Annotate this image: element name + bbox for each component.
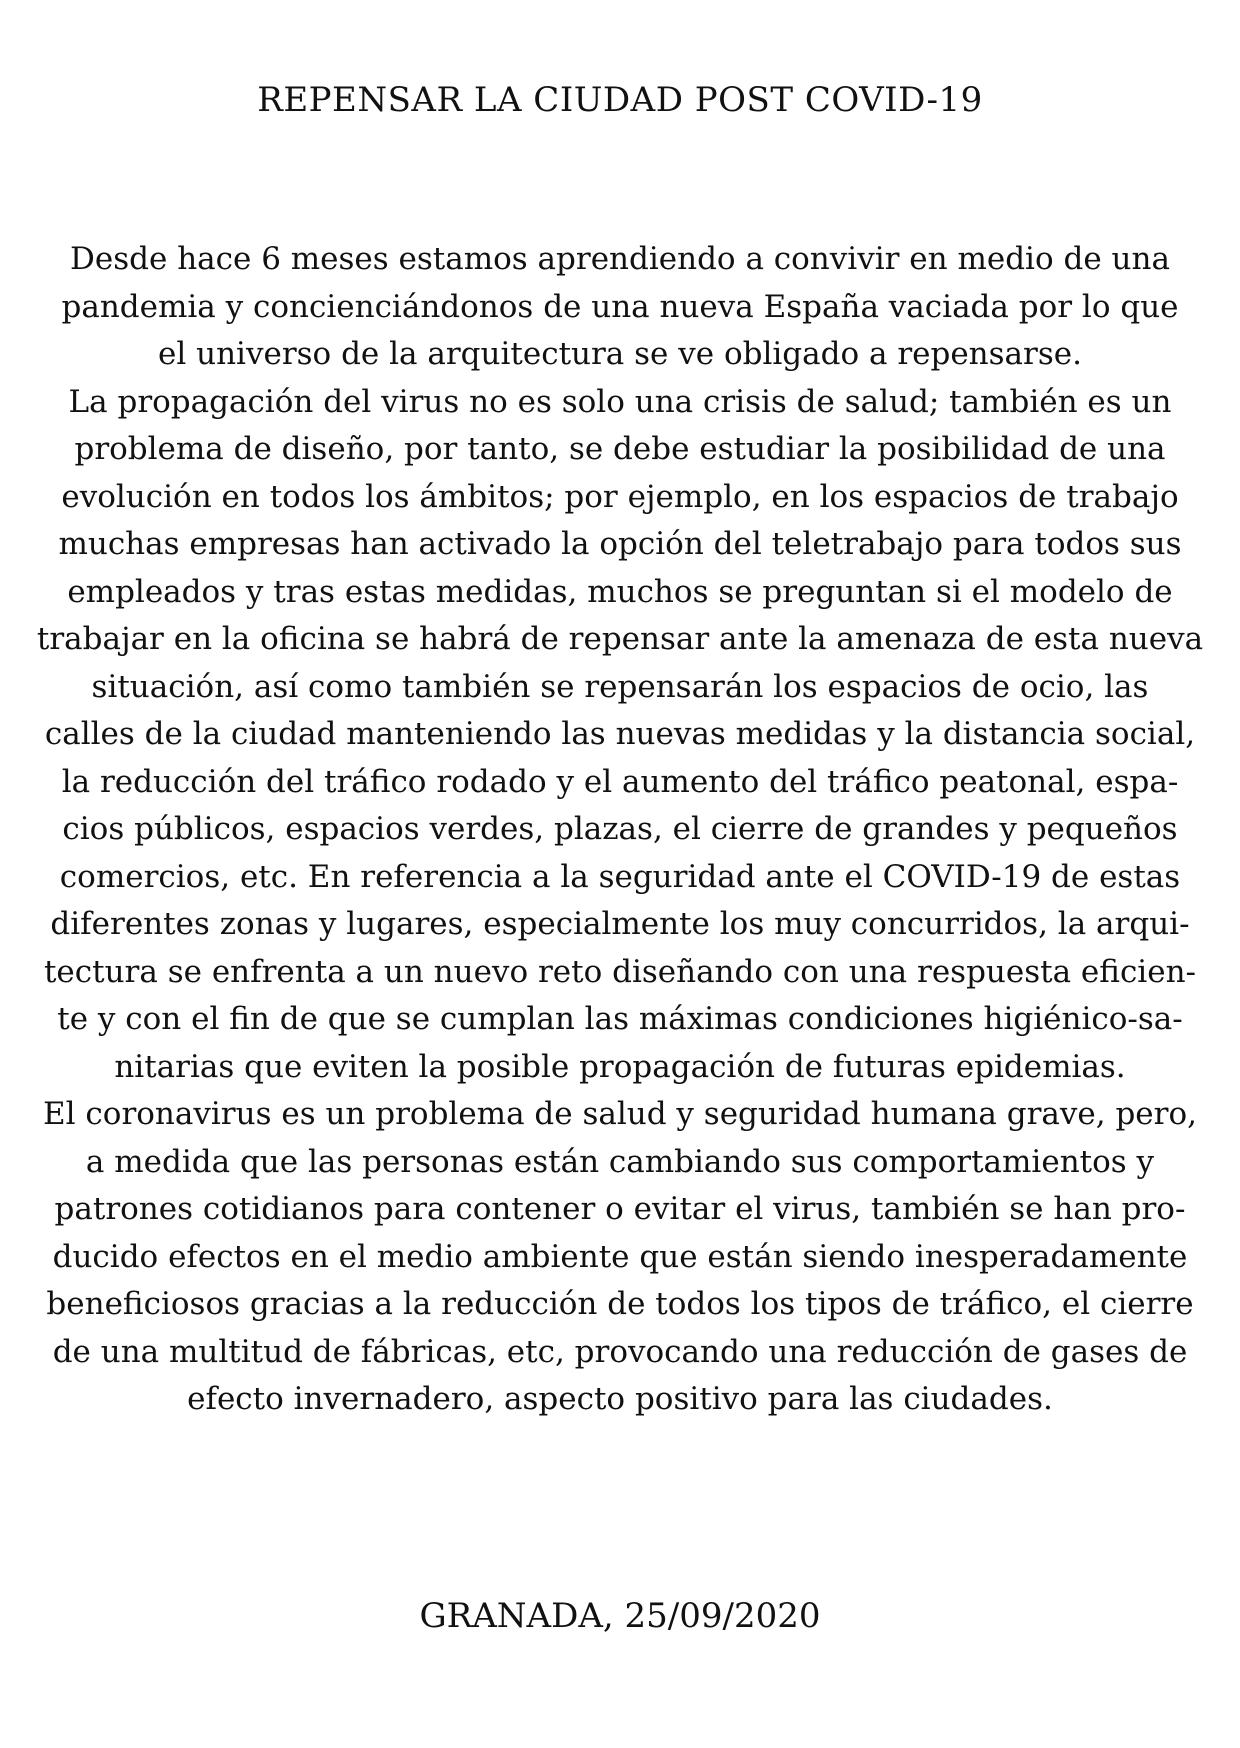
body-line: nitarias que eviten la posible propagación de futuras epidemias. — [114, 1048, 1126, 1085]
body-line: patrones cotidianos para contener o evitar el virus, también se han pro- — [54, 1191, 1186, 1227]
body-line: problema de diseño, por tanto, se debe estudiar la posibilidad de una — [74, 431, 1166, 467]
body-line: cios públicos, espacios verdes, plazas, el cierre de grandes y pequeños — [62, 811, 1178, 847]
body-line: trabajar en la oficina se habrá de repensar ante la amenaza de esta nueva — [36, 621, 1204, 657]
body-line: El coronavirus es un problema de salud y seguridad humana grave, pero, — [43, 1096, 1197, 1132]
body-line: tectura se enfrenta a un nuevo reto diseñando con una respuesta eficien- — [43, 953, 1197, 990]
body-line: Desde hace 6 meses estamos aprendiendo a convivir en medio de una — [70, 241, 1170, 277]
body-line: efecto invernadero, aspecto positivo para las ciudades. — [187, 1381, 1053, 1417]
body-line: el universo de la arquitectura se ve obligado a repensarse. — [158, 336, 1082, 372]
body-line: muchas empresas han activado la opción del teletrabajo para todos sus — [58, 526, 1182, 562]
document-title: REPENSAR LA CIUDAD POST COVID-19 — [257, 80, 983, 120]
body-line: situación, así como también se repensarán los espacios de ocio, las — [91, 668, 1149, 705]
document-footer: GRANADA, 25/09/2020 — [419, 1596, 821, 1636]
body-line: pandemia y concienciándonos de una nueva España vaciada por lo que — [61, 288, 1179, 325]
body-line: de una multitud de fábricas, etc, provocando una reducción de gases de — [52, 1333, 1188, 1370]
body-line: la reducción del tráfico rodado y el aumento del tráfico peatonal, espa- — [61, 763, 1179, 800]
body-line: calles de la ciudad manteniendo las nuevas medidas y la distancia social, — [44, 716, 1196, 752]
body-line: beneficiosos gracias a la reducción de todos los tipos de tráfico, el cierre — [46, 1286, 1194, 1322]
body-line: comercios, etc. En referencia a la seguridad ante el COVID-19 de estas — [59, 858, 1181, 895]
body-line: a medida que las personas están cambiando sus comportamientos y — [85, 1143, 1155, 1180]
body-line: empleados y tras estas medidas, muchos se preguntan si el modelo de — [67, 573, 1173, 610]
body-line: ducido efectos en el medio ambiente que están siendo inesperadamente — [52, 1238, 1188, 1275]
body-line: evolución en todos los ámbitos; por ejemplo, en los espacios de trabajo — [61, 478, 1179, 515]
body-line: te y con el fin de que se cumplan las máximas condiciones higiénico-sa- — [57, 1001, 1183, 1037]
body-line: La propagación del virus no es solo una crisis de salud; también es un — [68, 383, 1172, 420]
body-line: diferentes zonas y lugares, especialmente los muy concurridos, la arqui- — [50, 906, 1190, 942]
document-body — [28, 236, 1212, 1424]
